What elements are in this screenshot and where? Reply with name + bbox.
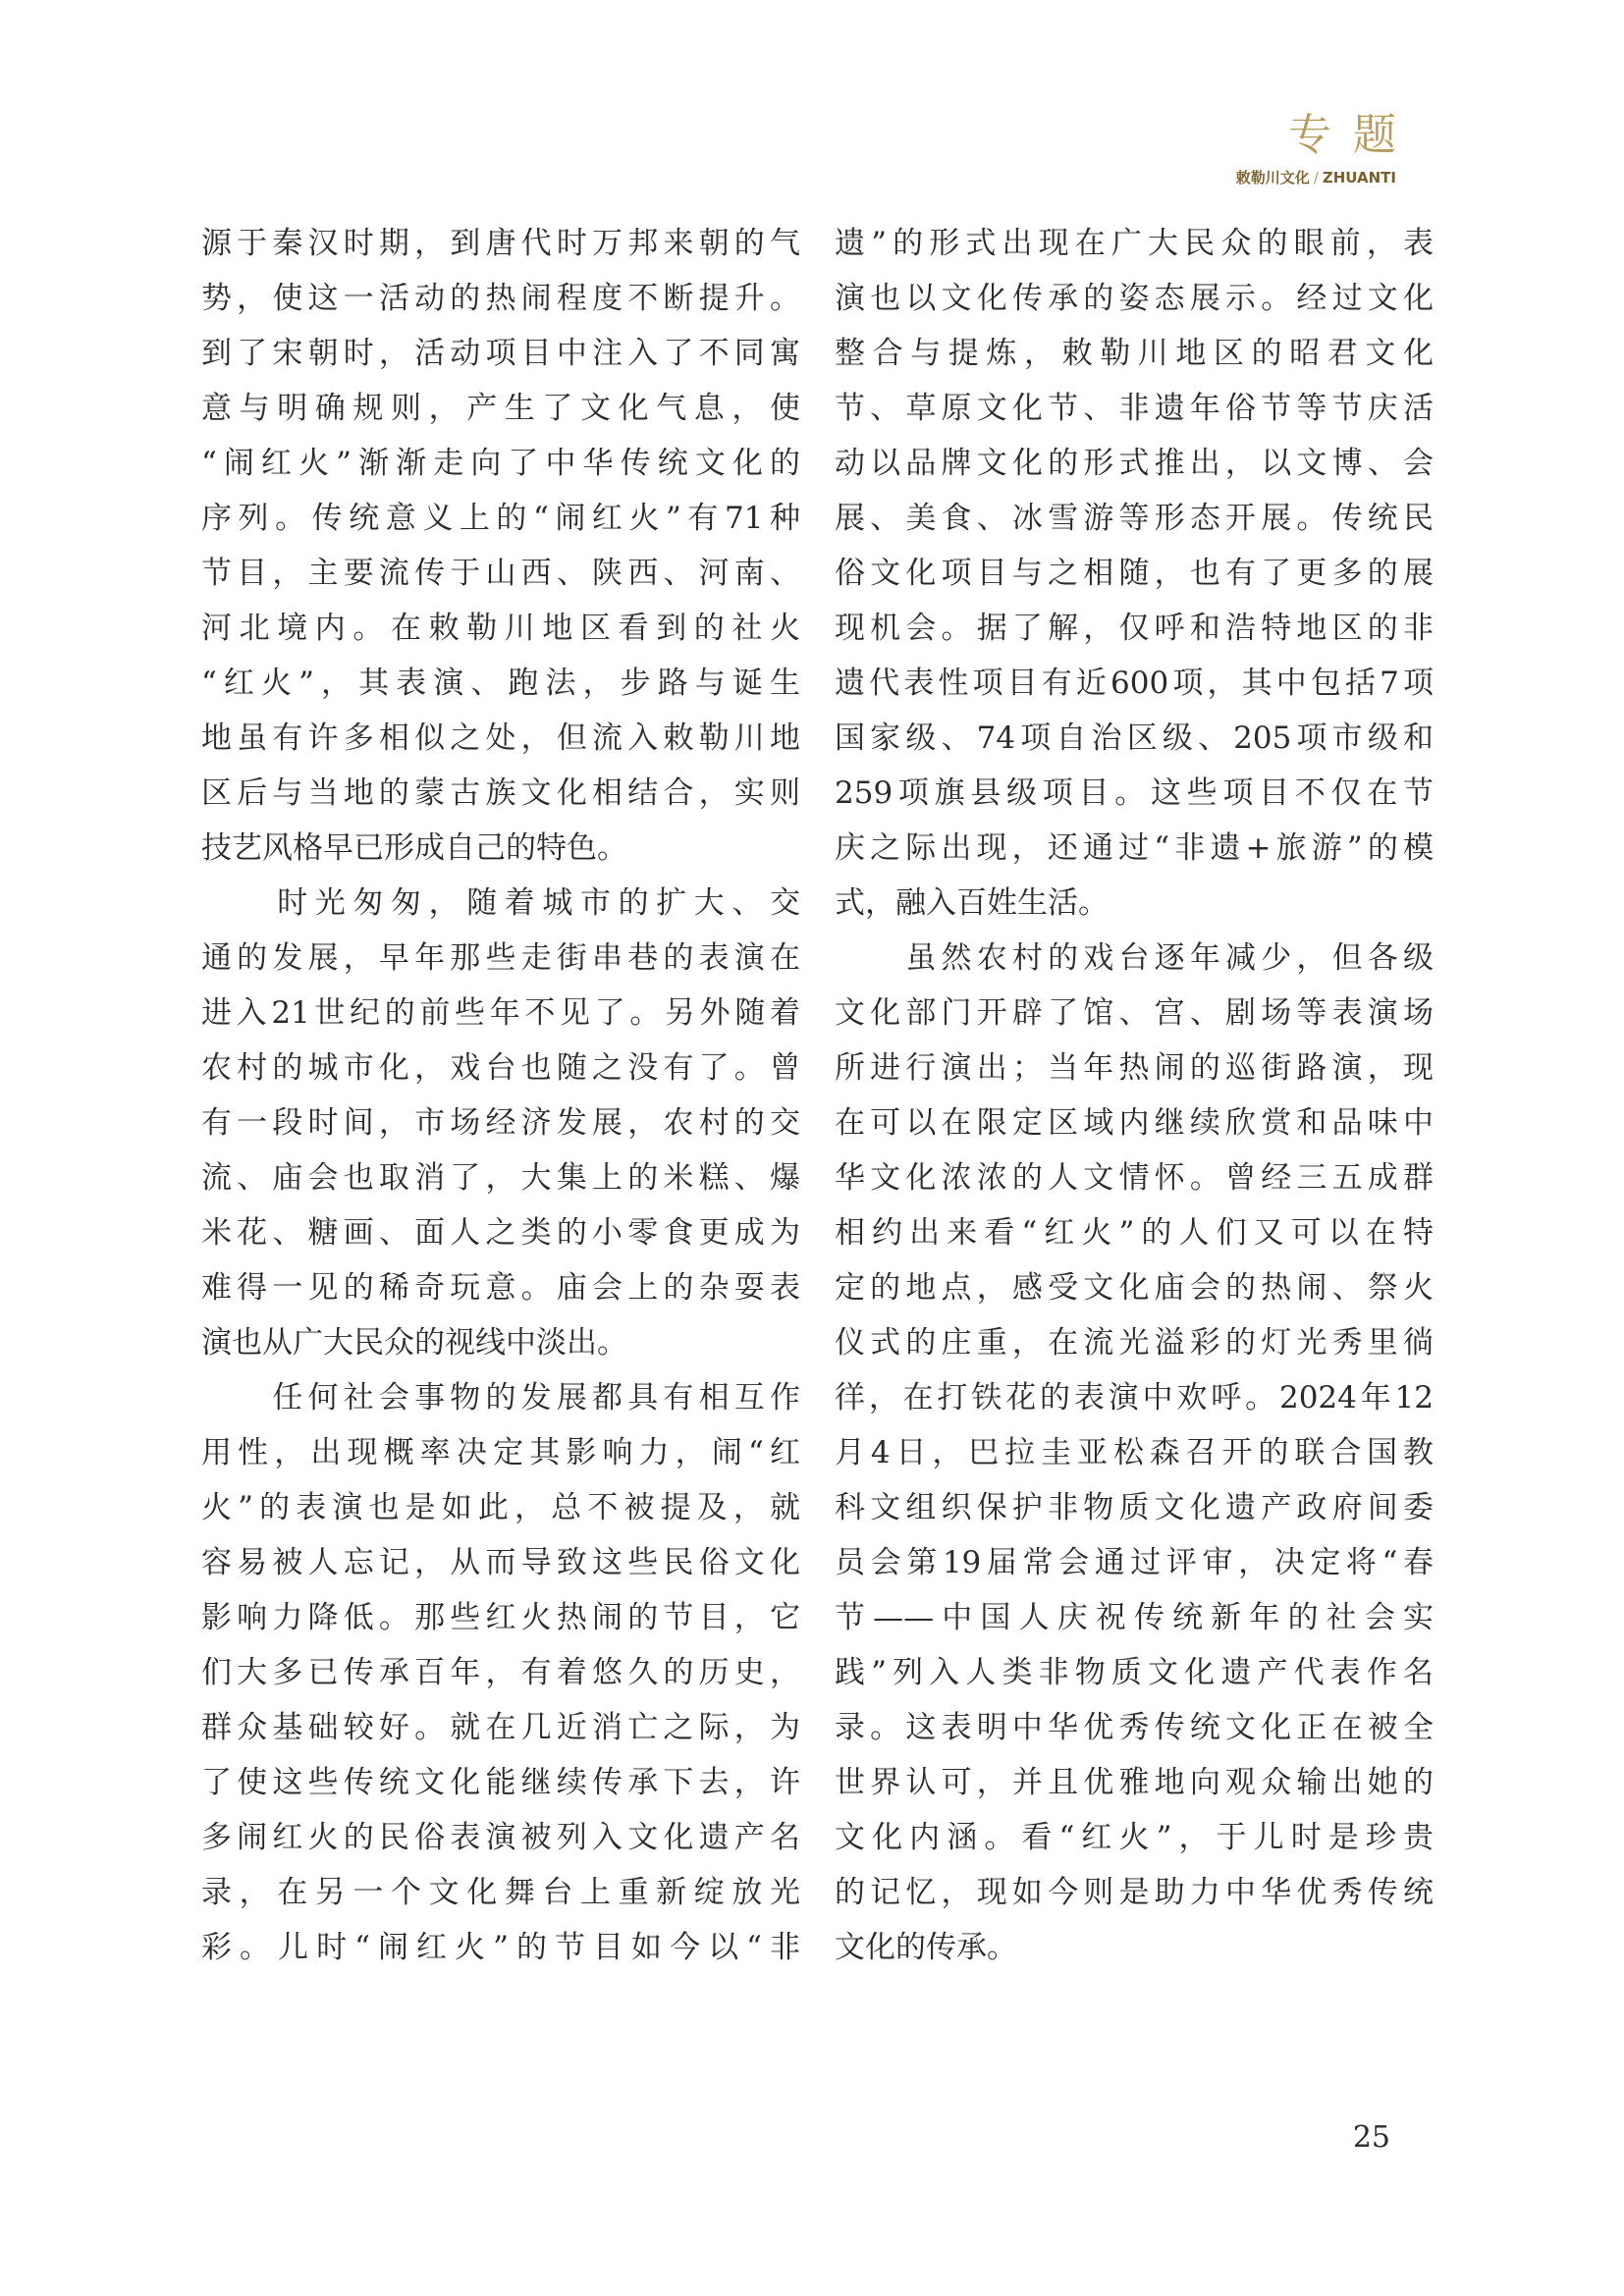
text-line: 在可以在限定区域内继续欣赏和品味中	[835, 1105, 1434, 1141]
text-line: 所进行演出；当年热闹的巡街路演，现	[835, 1050, 1434, 1086]
section-title: 专题	[1288, 110, 1418, 160]
text-line: 节目，主要流传于山西、陕西、河南、	[201, 556, 800, 591]
text-line: 进入21世纪的前些年不见了。另外随着	[201, 995, 800, 1031]
text-line: 到了宋朝时，活动项目中注入了不同寓	[201, 336, 800, 371]
text-line: 整合与提炼，敕勒川地区的昭君文化	[835, 336, 1434, 371]
text-line: 节——中国人庆祝传统新年的社会实	[835, 1600, 1434, 1635]
text-line: 容易被人忘记，从而导致这些民俗文化	[201, 1545, 800, 1580]
text-line: 多闹红火的民俗表演被列入文化遗产名	[201, 1820, 800, 1855]
text-line: 庆之际出现，还通过“非遗+旅游”的模	[835, 830, 1434, 866]
subtitle-separator: /	[1313, 169, 1319, 187]
text-line: 火”的表演也是如此，总不被提及，就	[201, 1490, 800, 1525]
text-line: 遗”的形式出现在广大民众的眼前，表	[835, 226, 1434, 261]
text-line: 群众基础较好。就在几近消亡之际，为	[201, 1710, 800, 1745]
text-line: 时光匆匆，随着城市的扩大、交	[201, 885, 800, 921]
text-line: 科文组织保护非物质文化遗产政府间委	[835, 1490, 1434, 1525]
text-line: 俗文化项目与之相随，也有了更多的展	[835, 556, 1434, 591]
text-line: 月4日，巴拉圭亚松森召开的联合国教	[835, 1435, 1434, 1470]
text-line: 华文化浓浓的人文情怀。曾经三五成群	[835, 1160, 1434, 1196]
text-line: 员会第19届常会通过评审，决定将“春	[835, 1545, 1434, 1580]
text-line: 河北境内。在敕勒川地区看到的社火	[201, 611, 800, 646]
text-line: “红火”，其表演、跑法，步路与诞生	[201, 666, 800, 701]
text-line: 技艺风格早已形成自己的特色。	[201, 830, 627, 866]
text-line: 意与明确规则，产生了文化气息，使	[201, 391, 800, 426]
text-line: 录，在另一个文化舞台上重新绽放光	[201, 1875, 800, 1910]
text-line: 任何社会事物的发展都具有相互作	[201, 1380, 800, 1415]
text-line: 势，使这一活动的热闹程度不断提升。	[201, 281, 800, 316]
text-line: 现机会。据了解，仅呼和浩特地区的非	[835, 611, 1434, 646]
text-line: 演也以文化传承的姿态展示。经过文化	[835, 281, 1434, 316]
left-column	[201, 216, 800, 1975]
text-line: 源于秦汉时期，到唐代时万邦来朝的气	[201, 226, 800, 261]
text-line: 的记忆，现如今则是助力中华优秀传统	[835, 1875, 1434, 1910]
text-line: 有一段时间，市场经济发展，农村的交	[201, 1105, 800, 1141]
text-line: 录。这表明中华优秀传统文化正在被全	[835, 1710, 1434, 1745]
text-line: 米花、糖画、面人之类的小零食更成为	[201, 1215, 800, 1251]
text-line: 文化的传承。	[835, 1930, 1017, 1965]
text-line: 节、草原文化节、非遗年俗节等节庆活	[835, 391, 1434, 426]
text-line: 259项旗县级项目。这些项目不仅在节	[835, 775, 1434, 811]
text-line: 们大多已传承百年，有着悠久的历史，	[201, 1655, 800, 1690]
page-number: 25	[1352, 2120, 1390, 2155]
page-header	[1235, 106, 1418, 187]
section-code: ZHUANTI	[1322, 169, 1396, 187]
text-line: 通的发展，早年那些走街串巷的表演在	[201, 940, 800, 976]
text-line: 虽然农村的戏台逐年减少，但各级	[835, 940, 1434, 976]
text-line: 定的地点，感受文化庙会的热闹、祭火	[835, 1270, 1434, 1306]
text-line: 序列。传统意义上的“闹红火”有71种	[201, 501, 800, 536]
text-line: “闹红火”渐渐走向了中华传统文化的	[201, 446, 800, 481]
text-line: 影响力降低。那些红火热闹的节目，它	[201, 1600, 800, 1635]
text-line: 展、美食、冰雪游等形态开展。传统民	[835, 501, 1434, 536]
text-line: 了使这些传统文化能继续传承下去，许	[201, 1765, 800, 1800]
text-line: 遗代表性项目有近600项，其中包括7项	[835, 666, 1434, 701]
right-column	[835, 216, 1434, 1975]
text-line: 国家级、74项自治区级、205项市级和	[835, 721, 1434, 756]
text-line: 仪式的庄重，在流光溢彩的灯光秀里徜	[835, 1325, 1434, 1361]
text-line: 地虽有许多相似之处，但流入敕勒川地	[201, 721, 800, 756]
column-name: 敕勒川文化	[1235, 169, 1310, 187]
text-line: 流、庙会也取消了，大集上的米糕、爆	[201, 1160, 800, 1196]
text-line: 文化内涵。看“红火”，于儿时是珍贵	[835, 1820, 1434, 1855]
text-line: 徉，在打铁花的表演中欢呼。2024年12	[835, 1380, 1434, 1415]
text-line: 彩。儿时“闹红火”的节目如今以“非	[201, 1930, 800, 1965]
text-line: 世界认可，并且优雅地向观众输出她的	[835, 1765, 1434, 1800]
text-line: 区后与当地的蒙古族文化相结合，实则	[201, 775, 800, 811]
text-line: 式，融入百姓生活。	[835, 885, 1109, 921]
text-line: 演也从广大民众的视线中淡出。	[201, 1325, 627, 1361]
section-subtitle	[1236, 167, 1396, 187]
text-line: 农村的城市化，戏台也随之没有了。曾	[201, 1050, 800, 1086]
text-line: 文化部门开辟了馆、宫、剧场等表演场	[835, 995, 1434, 1031]
text-line: 用性，出现概率决定其影响力，闹“红	[201, 1435, 800, 1470]
text-line: 难得一见的稀奇玩意。庙会上的杂耍表	[201, 1270, 800, 1306]
text-line: 相约出来看“红火”的人们又可以在特	[835, 1215, 1434, 1251]
text-line: 动以品牌文化的形式推出，以文博、会	[835, 446, 1434, 481]
text-line: 践”列入人类非物质文化遗产代表作名	[835, 1655, 1434, 1690]
